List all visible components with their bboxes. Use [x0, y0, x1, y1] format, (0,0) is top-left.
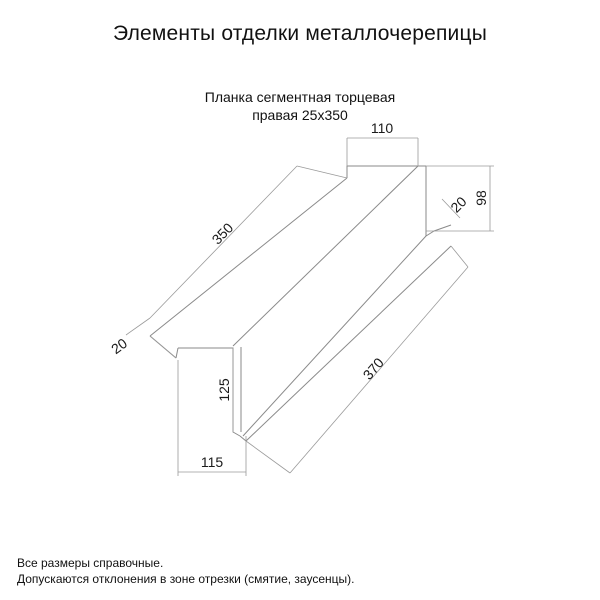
dim-370-ext-bottom: [246, 441, 290, 473]
dim-370-ext-top: [451, 246, 468, 267]
dim-110-label: 110: [370, 120, 394, 136]
footer-note-2: Допускаются отклонения в зоне отрезки (смятие, заусенцы).: [17, 572, 355, 586]
dim-115-label: 115: [200, 454, 224, 470]
product-name-line2: правая 25x350: [252, 107, 348, 123]
dim-98-label: 98: [473, 190, 489, 206]
dim-370-label: 370: [359, 354, 387, 383]
dim-20-left-line: [126, 318, 150, 335]
lower-segment-end: [240, 436, 246, 441]
upper-fold-line: [176, 348, 178, 358]
lower-segment-second-edge: [246, 246, 451, 441]
footer-note-1: Все размеры справочные.: [17, 556, 164, 570]
dim-350-ext: [297, 166, 347, 178]
dim-350-label: 350: [208, 219, 237, 248]
footer-notes: [17, 555, 354, 587]
part-outline: [150, 166, 451, 441]
dim-20-right-label: 20: [447, 193, 470, 216]
dimension-lines: [126, 138, 494, 476]
right-fold-edge: [434, 225, 451, 231]
upper-segment-inner-edge: [233, 166, 418, 346]
lower-segment-outer-edge: [243, 236, 426, 436]
upper-segment-top-edge: [150, 178, 347, 336]
right-face: [426, 166, 434, 236]
product-name-line1: Планка сегментная торцевая: [204, 89, 396, 105]
dim-20-left-label: 20: [108, 334, 131, 358]
dim-125-label: 125: [216, 378, 232, 402]
dim-20-left-ext: [150, 336, 176, 358]
page-title: Элементы отделки металлочерепицы: [112, 22, 487, 45]
